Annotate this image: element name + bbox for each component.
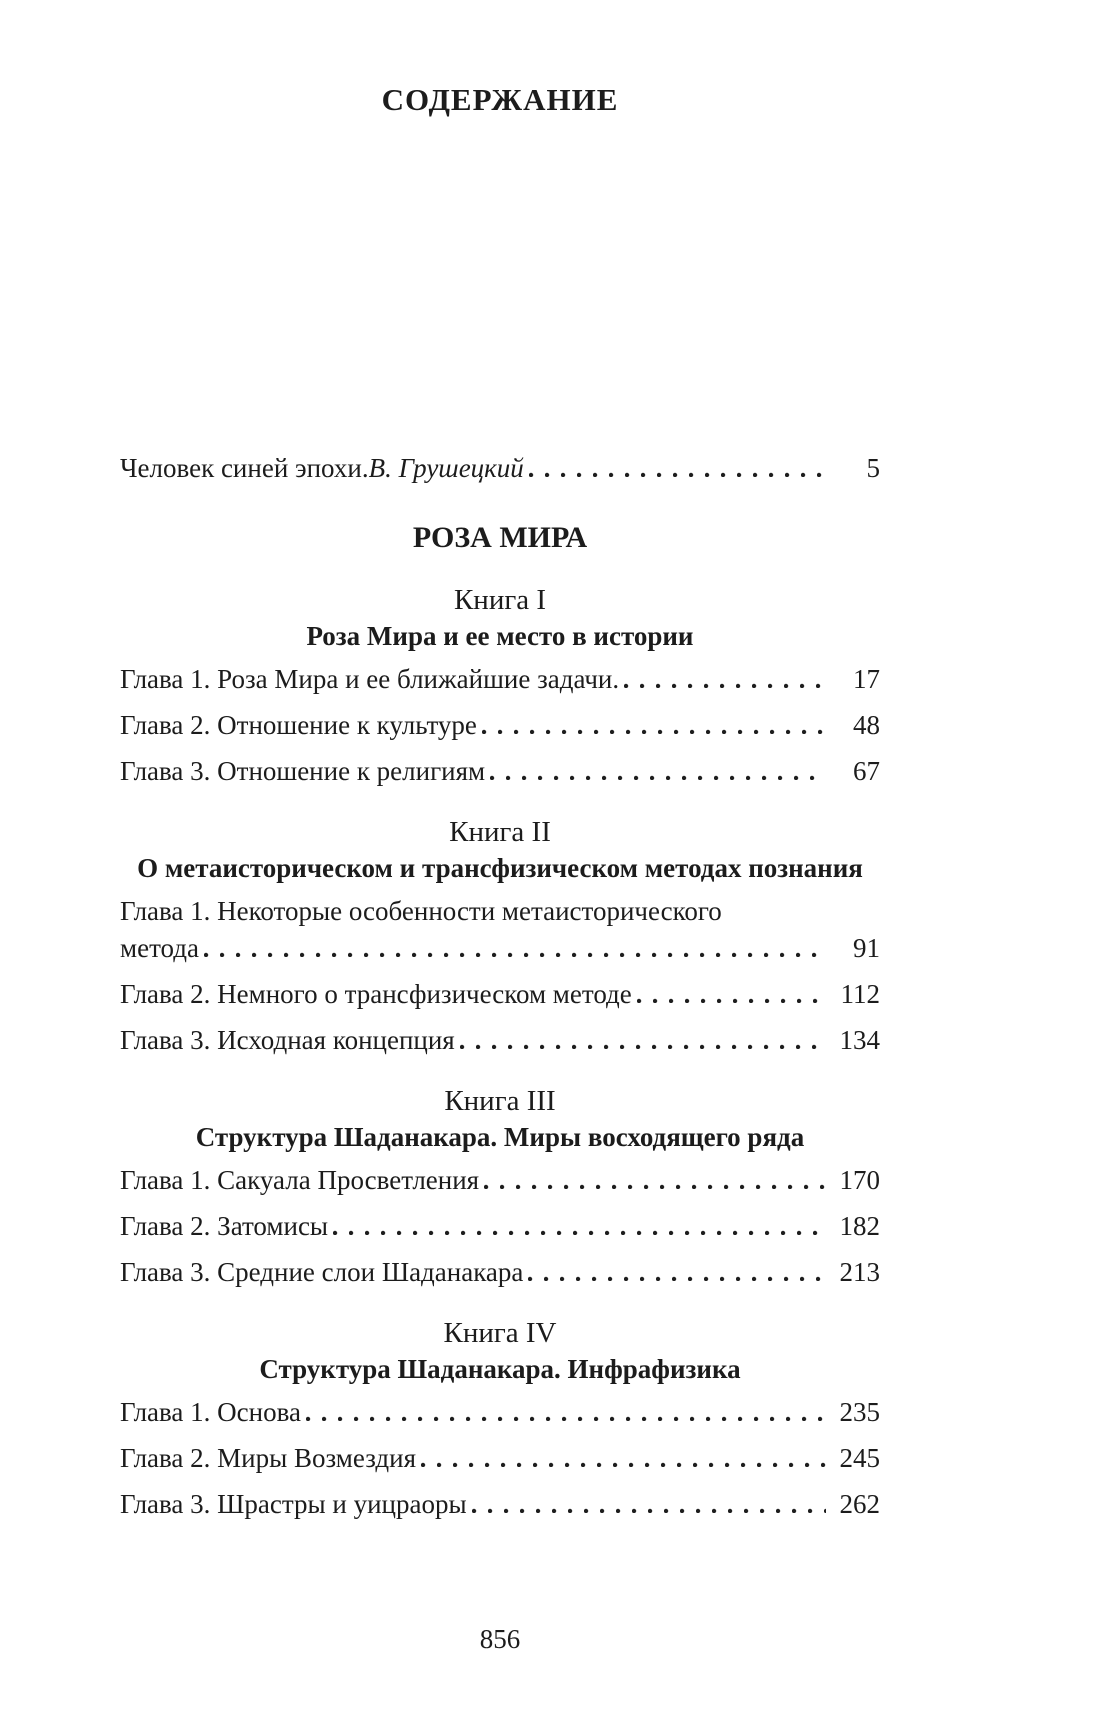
book-heading: Книга III	[444, 1085, 556, 1117]
book-heading: Книга I	[453, 584, 547, 616]
toc-entry-page: 245	[839, 1443, 880, 1473]
toc-entry-title: Глава 1. Сакуала Просветления	[120, 1165, 480, 1195]
book-section-4	[120, 1318, 880, 1518]
toc-entry-title: Глава 2. Миры Возмездия	[120, 1443, 416, 1473]
dot-leader	[624, 683, 826, 688]
book-section-3	[120, 1086, 880, 1286]
dot-leader	[421, 1462, 826, 1467]
dot-leader	[528, 1276, 826, 1281]
book-subtitle: Структура Шаданакара. Инфрафизика	[259, 1354, 741, 1384]
toc-entry	[120, 711, 880, 739]
toc-entry-title: Глава 3. Исходная концепция	[120, 1025, 455, 1055]
toc-entry	[120, 1444, 880, 1472]
book-subtitle: Роза Мира и ее место в истории	[306, 621, 694, 651]
toc-entry-title: Глава 3. Средние слои Шаданакара	[120, 1257, 524, 1287]
dot-leader	[204, 952, 826, 957]
toc-entry-intro	[120, 454, 880, 482]
dot-leader	[482, 729, 826, 734]
toc-entry-title: Глава 2. Затомисы	[120, 1211, 329, 1241]
toc-entry	[120, 1026, 880, 1054]
toc-entry	[120, 1398, 880, 1426]
dot-leader	[306, 1416, 826, 1421]
toc-entry-page: 235	[839, 1397, 880, 1427]
dot-leader	[484, 1184, 826, 1189]
work-title: РОЗА МИРА	[412, 521, 588, 554]
toc-entry	[120, 665, 880, 693]
toc-entry-page: 213	[839, 1257, 880, 1287]
book-section-1	[120, 585, 880, 785]
toc-entry	[120, 1212, 880, 1240]
toc-entry-page: 134	[839, 1025, 880, 1055]
toc-entry-page: 112	[840, 979, 880, 1009]
toc-entry-page: 48	[853, 710, 880, 740]
toc-entry-page: 67	[853, 756, 880, 786]
toc-entry-title: Глава 2. Немного о трансфизическом методе	[120, 979, 632, 1009]
toc-entry-title: Глава 3. Шрастры и уицраоры	[120, 1489, 467, 1519]
toc-entry-page: 91	[853, 933, 880, 963]
toc-entry	[120, 1258, 880, 1286]
toc-entry	[120, 1166, 880, 1194]
dot-leader	[333, 1230, 826, 1235]
toc-entry-title-line2: метода	[120, 933, 199, 963]
toc-entry-title: Глава 1. Основа	[120, 1397, 301, 1427]
toc-entry-title: Глава 3. Отношение к религиям	[120, 756, 486, 786]
toc-entry	[120, 1490, 880, 1518]
dot-leader	[490, 775, 826, 780]
dot-leader	[637, 998, 826, 1003]
toc-entry-title: Человек синей эпохи.	[120, 453, 369, 483]
toc-entry-title-line1: Глава 1. Некоторые особенности метаисторического	[120, 896, 722, 926]
dot-leader	[472, 1508, 826, 1513]
toc-entry-page: 262	[839, 1489, 880, 1519]
book-heading: Книга II	[449, 816, 551, 848]
toc-entry-title: Глава 1. Роза Мира и ее ближайшие задачи.	[120, 664, 620, 694]
toc-entry-multiline	[120, 897, 880, 962]
contents-title: СОДЕРЖАНИЕ	[381, 82, 619, 117]
book-subtitle: О метаисторическом и трансфизическом методах познания	[137, 853, 863, 883]
folio-page-number: 856	[479, 1624, 521, 1654]
toc-entry-title: Глава 2. Отношение к культуре	[120, 710, 477, 740]
toc-entry-page: 5	[866, 453, 880, 483]
toc-entry-page: 170	[839, 1165, 880, 1195]
dot-leader	[529, 472, 826, 477]
toc-entry-author: В. Грушецкий	[368, 453, 524, 483]
book-heading: Книга IV	[443, 1317, 557, 1349]
book-section-2	[120, 817, 880, 1054]
toc-entry-page: 182	[839, 1211, 880, 1241]
toc-entry	[120, 934, 880, 962]
toc-entry	[120, 980, 880, 1008]
toc-entry-page: 17	[853, 664, 880, 694]
dot-leader	[460, 1044, 826, 1049]
book-subtitle: Структура Шаданакара. Миры восходящего ряда	[195, 1122, 805, 1152]
toc-entry	[120, 757, 880, 785]
